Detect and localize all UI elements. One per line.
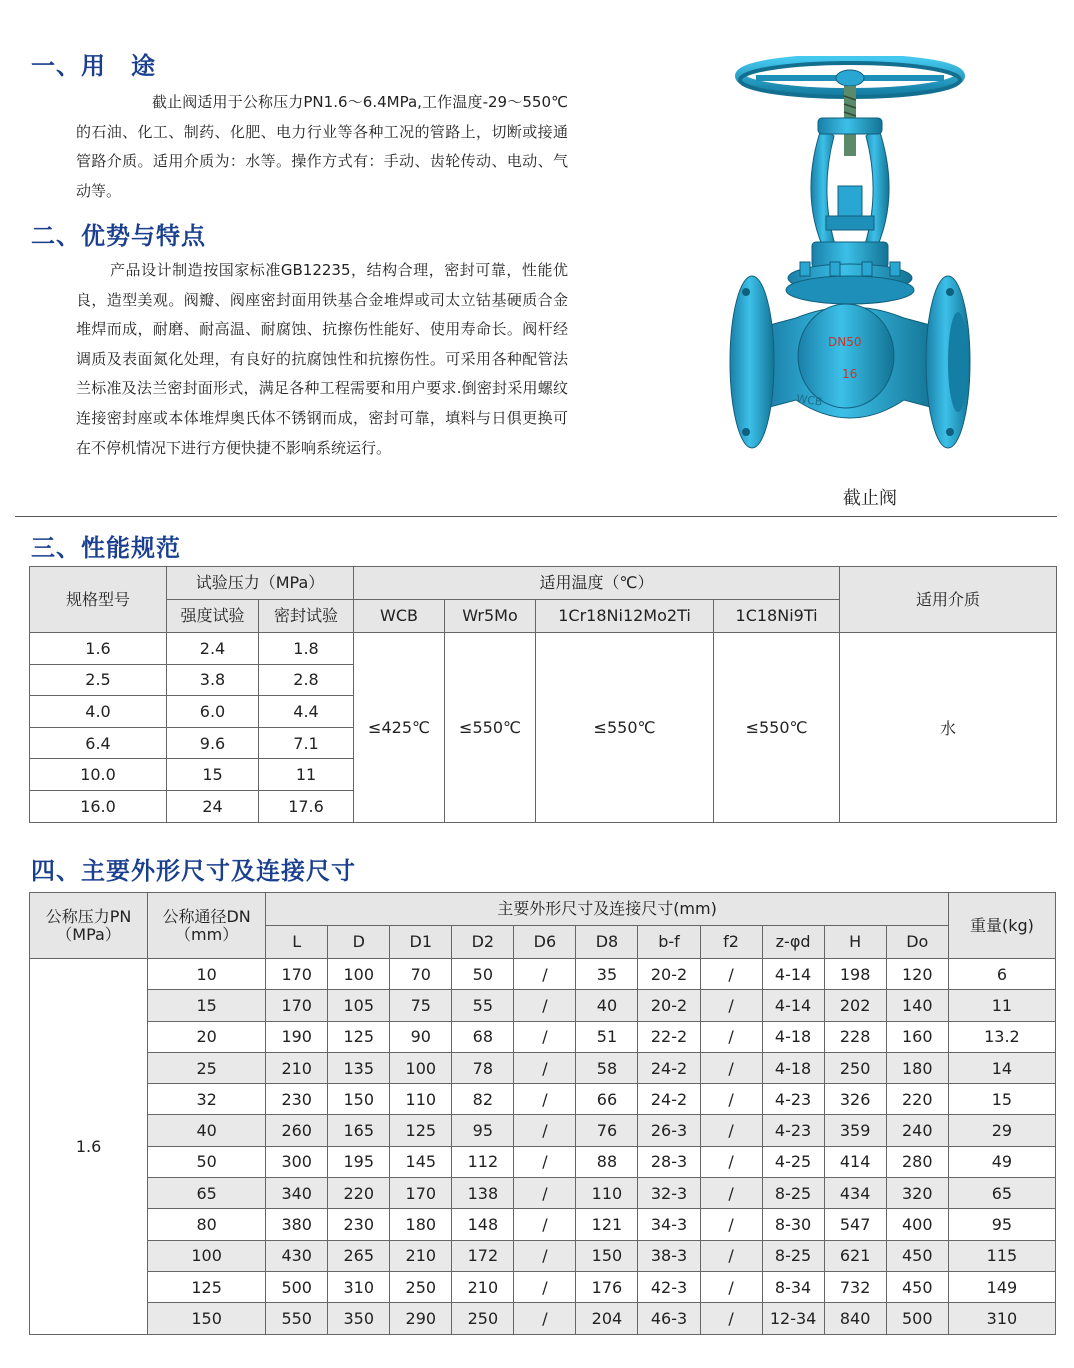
header-material-wr5mo: Wr5Mo <box>445 600 536 633</box>
cell-dimension: 110 <box>576 1178 638 1209</box>
cell-weight: 15 <box>948 1084 1055 1115</box>
table-row <box>30 1021 1056 1052</box>
cell-dimension: 112 <box>452 1146 514 1177</box>
cell-dimension: 414 <box>824 1146 886 1177</box>
cell-dimension: / <box>514 1209 576 1240</box>
cell-weight: 65 <box>948 1178 1055 1209</box>
cell-dimension: 12-34 <box>762 1303 824 1334</box>
cell-dimension: 170 <box>390 1178 452 1209</box>
cell-seal: 7.1 <box>259 727 354 759</box>
cell-weight: 149 <box>948 1271 1055 1302</box>
cell-nominal-diameter: 32 <box>148 1084 266 1115</box>
cell-dimension: 210 <box>390 1240 452 1271</box>
cell-dimension: 26-3 <box>638 1115 700 1146</box>
cell-seal: 17.6 <box>259 790 354 822</box>
cell-dimension: 500 <box>886 1303 948 1334</box>
cell-dimension: 210 <box>266 1052 328 1083</box>
cell-nominal-diameter: 15 <box>148 990 266 1021</box>
cell-dimension: 350 <box>328 1303 390 1334</box>
cell-strength: 24 <box>167 790 259 822</box>
body-mark-pressure: 16 <box>842 367 858 381</box>
body-mark-material: WCB <box>795 392 824 409</box>
cell-dimension: 32-3 <box>638 1178 700 1209</box>
dimensions-table <box>29 892 1056 1335</box>
cell-dimension: 140 <box>886 990 948 1021</box>
section-divider <box>15 516 1057 517</box>
cell-dimension: 51 <box>576 1021 638 1052</box>
cell-dimension: 100 <box>328 959 390 990</box>
cell-dimension: 204 <box>576 1303 638 1334</box>
cell-nominal-diameter: 20 <box>148 1021 266 1052</box>
header-col-d: D <box>328 926 390 959</box>
cell-dimension: 20-2 <box>638 990 700 1021</box>
cell-nominal-diameter: 65 <box>148 1178 266 1209</box>
cell-strength: 15 <box>167 759 259 791</box>
cell-nominal-diameter: 100 <box>148 1240 266 1271</box>
cell-model: 1.6 <box>30 633 167 665</box>
cell-dimension: 840 <box>824 1303 886 1334</box>
header-col-f2: f2 <box>700 926 762 959</box>
cell-dimension: / <box>700 1303 762 1334</box>
cell-dimension: / <box>700 959 762 990</box>
header-col-d2: D2 <box>452 926 514 959</box>
cell-dimension: 176 <box>576 1271 638 1302</box>
cell-nominal-diameter: 50 <box>148 1146 266 1177</box>
cell-weight: 11 <box>948 990 1055 1021</box>
body-mark-dn: DN50 <box>828 335 862 349</box>
cell-weight: 49 <box>948 1146 1055 1177</box>
cell-dimension: 40 <box>576 990 638 1021</box>
cell-dimension: 34-3 <box>638 1209 700 1240</box>
header-col-z-d: z-φd <box>762 926 824 959</box>
table-row <box>30 959 1056 990</box>
header-temperature: 适用温度（℃） <box>354 567 840 600</box>
cell-dimension: / <box>700 1146 762 1177</box>
cell-dimension: 24-2 <box>638 1052 700 1083</box>
cell-strength: 3.8 <box>167 664 259 696</box>
cell-dimension: / <box>700 1021 762 1052</box>
cell-dimension: 170 <box>266 959 328 990</box>
table-row <box>30 1115 1056 1146</box>
table-row <box>30 1209 1056 1240</box>
cell-dimension: 621 <box>824 1240 886 1271</box>
header-col-d6: D6 <box>514 926 576 959</box>
table-row <box>30 633 1057 665</box>
cell-dimension: 55 <box>452 990 514 1021</box>
cell-dimension: 290 <box>390 1303 452 1334</box>
cell-dimension: 42-3 <box>638 1271 700 1302</box>
cell-dimension: 165 <box>328 1115 390 1146</box>
header-test-pressure: 试验压力（MPa） <box>167 567 354 600</box>
cell-dimension: 450 <box>886 1271 948 1302</box>
cell-dimension: / <box>514 1271 576 1302</box>
cell-dimension: / <box>700 1052 762 1083</box>
cell-temp-wr5mo: ≤550℃ <box>445 633 536 823</box>
performance-table <box>29 566 1057 823</box>
cell-dimension: / <box>700 1271 762 1302</box>
header-seal-test: 密封试验 <box>259 600 354 633</box>
cell-dimension: 220 <box>328 1178 390 1209</box>
cell-dimension: 190 <box>266 1021 328 1052</box>
header-strength-test: 强度试验 <box>167 600 259 633</box>
cell-dimension: 150 <box>328 1084 390 1115</box>
cell-dimension: 50 <box>452 959 514 990</box>
cell-dimension: 8-25 <box>762 1178 824 1209</box>
cell-dimension: 228 <box>824 1021 886 1052</box>
table-row <box>30 1240 1056 1271</box>
cell-dimension: 230 <box>328 1209 390 1240</box>
cell-dimension: / <box>514 959 576 990</box>
cell-dimension: / <box>700 1209 762 1240</box>
cell-dimension: 76 <box>576 1115 638 1146</box>
header-material-wcb: WCB <box>354 600 445 633</box>
cell-weight: 115 <box>948 1240 1055 1271</box>
cell-seal: 1.8 <box>259 633 354 665</box>
header-dimensions: 主要外形尺寸及连接尺寸(mm) <box>266 893 949 926</box>
cell-dimension: 100 <box>390 1052 452 1083</box>
cell-dimension: 202 <box>824 990 886 1021</box>
cell-dimension: / <box>514 1240 576 1271</box>
cell-dimension: 160 <box>886 1021 948 1052</box>
cell-temp-wcb: ≤425℃ <box>354 633 445 823</box>
cell-weight: 29 <box>948 1115 1055 1146</box>
section-title-usage: 一、用 途 <box>31 52 156 80</box>
cell-dimension: 75 <box>390 990 452 1021</box>
cell-dimension: 82 <box>452 1084 514 1115</box>
section-title-dimensions: 四、主要外形尺寸及连接尺寸 <box>31 857 356 885</box>
table-row <box>30 1271 1056 1302</box>
header-col-d1: D1 <box>390 926 452 959</box>
cell-medium: 水 <box>840 633 1057 823</box>
cell-dimension: 66 <box>576 1084 638 1115</box>
header-weight: 重量(kg) <box>948 893 1055 959</box>
cell-temp-1c18ni9ti: ≤550℃ <box>714 633 840 823</box>
cell-dimension: 250 <box>452 1303 514 1334</box>
cell-dimension: 95 <box>452 1115 514 1146</box>
cell-dimension: 260 <box>266 1115 328 1146</box>
header-nominal-pressure: 公称压力PN（MPa） <box>30 893 148 959</box>
cell-temp-1cr18ni12mo2ti: ≤550℃ <box>536 633 714 823</box>
cell-dimension: 135 <box>328 1052 390 1083</box>
table-row <box>30 1052 1056 1083</box>
cell-dimension: / <box>700 1115 762 1146</box>
cell-dimension: 170 <box>266 990 328 1021</box>
table-row <box>30 1146 1056 1177</box>
cell-dimension: 180 <box>390 1209 452 1240</box>
cell-dimension: 220 <box>886 1084 948 1115</box>
cell-dimension: 265 <box>328 1240 390 1271</box>
cell-nominal-pressure: 1.6 <box>30 959 148 1335</box>
cell-dimension: 145 <box>390 1146 452 1177</box>
cell-dimension: 22-2 <box>638 1021 700 1052</box>
cell-dimension: 250 <box>390 1271 452 1302</box>
header-col-d8: D8 <box>576 926 638 959</box>
cell-seal: 2.8 <box>259 664 354 696</box>
cell-dimension: 150 <box>576 1240 638 1271</box>
cell-nominal-diameter: 150 <box>148 1303 266 1334</box>
cell-weight: 310 <box>948 1303 1055 1334</box>
cell-dimension: / <box>514 990 576 1021</box>
table-row <box>30 990 1056 1021</box>
cell-dimension: 450 <box>886 1240 948 1271</box>
cell-seal: 11 <box>259 759 354 791</box>
cell-dimension: 125 <box>390 1115 452 1146</box>
usage-text: 截止阀适用于公称压力PN1.6～6.4MPa,工作温度-29～550℃的石油、化工、制药、化肥、电力行业等各种工况的管路上，切断或接通管路介质。适用介质为：水等。操作方式有：手动、齿轮传动、电动、气动等。 <box>76 93 568 200</box>
cell-dimension: 4-18 <box>762 1052 824 1083</box>
cell-nominal-diameter: 40 <box>148 1115 266 1146</box>
cell-dimension: 68 <box>452 1021 514 1052</box>
cell-dimension: 8-30 <box>762 1209 824 1240</box>
cell-dimension: 20-2 <box>638 959 700 990</box>
cell-dimension: 90 <box>390 1021 452 1052</box>
cell-dimension: / <box>514 1084 576 1115</box>
cell-weight: 13.2 <box>948 1021 1055 1052</box>
cell-model: 6.4 <box>30 727 167 759</box>
cell-dimension: 430 <box>266 1240 328 1271</box>
header-model: 规格型号 <box>30 567 167 633</box>
cell-dimension: 4-18 <box>762 1021 824 1052</box>
cell-dimension: 340 <box>266 1178 328 1209</box>
cell-dimension: 58 <box>576 1052 638 1083</box>
cell-dimension: 28-3 <box>638 1146 700 1177</box>
cell-model: 10.0 <box>30 759 167 791</box>
section-title-features: 二、优势与特点 <box>31 222 206 250</box>
header-col-b-f: b-f <box>638 926 700 959</box>
cell-dimension: 148 <box>452 1209 514 1240</box>
cell-weight: 95 <box>948 1209 1055 1240</box>
cell-dimension: 195 <box>328 1146 390 1177</box>
cell-dimension: 38-3 <box>638 1240 700 1271</box>
cell-dimension: 300 <box>266 1146 328 1177</box>
cell-dimension: / <box>700 990 762 1021</box>
cell-dimension: 110 <box>390 1084 452 1115</box>
cell-seal: 4.4 <box>259 696 354 728</box>
cell-weight: 6 <box>948 959 1055 990</box>
cell-dimension: 70 <box>390 959 452 990</box>
cell-dimension: 310 <box>328 1271 390 1302</box>
header-col-do: Do <box>886 926 948 959</box>
header-material-1c18ni9ti: 1C18Ni9Ti <box>714 600 840 633</box>
cell-dimension: 4-14 <box>762 990 824 1021</box>
cell-weight: 14 <box>948 1052 1055 1083</box>
cell-dimension: 240 <box>886 1115 948 1146</box>
cell-model: 16.0 <box>30 790 167 822</box>
cell-strength: 2.4 <box>167 633 259 665</box>
table-row <box>30 1178 1056 1209</box>
cell-dimension: 4-14 <box>762 959 824 990</box>
cell-dimension: 230 <box>266 1084 328 1115</box>
cell-dimension: 4-23 <box>762 1084 824 1115</box>
cell-dimension: 400 <box>886 1209 948 1240</box>
cell-dimension: / <box>514 1303 576 1334</box>
cell-dimension: 4-23 <box>762 1115 824 1146</box>
cell-dimension: 120 <box>886 959 948 990</box>
cell-dimension: / <box>700 1240 762 1271</box>
cell-dimension: / <box>514 1021 576 1052</box>
product-caption: 截止阀 <box>843 488 897 509</box>
cell-dimension: / <box>700 1178 762 1209</box>
cell-dimension: 280 <box>886 1146 948 1177</box>
cell-dimension: 210 <box>452 1271 514 1302</box>
cell-dimension: 250 <box>824 1052 886 1083</box>
cell-dimension: 326 <box>824 1084 886 1115</box>
cell-dimension: 78 <box>452 1052 514 1083</box>
header-medium: 适用介质 <box>840 567 1057 633</box>
cell-dimension: 8-34 <box>762 1271 824 1302</box>
cell-dimension: / <box>514 1146 576 1177</box>
cell-nominal-diameter: 10 <box>148 959 266 990</box>
cell-dimension: 550 <box>266 1303 328 1334</box>
cell-model: 2.5 <box>30 664 167 696</box>
cell-dimension: 198 <box>824 959 886 990</box>
table-row <box>30 1303 1056 1334</box>
cell-dimension: 46-3 <box>638 1303 700 1334</box>
cell-model: 4.0 <box>30 696 167 728</box>
cell-dimension: 88 <box>576 1146 638 1177</box>
section-title-performance: 三、性能规范 <box>31 534 181 562</box>
cell-nominal-diameter: 125 <box>148 1271 266 1302</box>
cell-dimension: 434 <box>824 1178 886 1209</box>
cell-dimension: 732 <box>824 1271 886 1302</box>
cell-dimension: 320 <box>886 1178 948 1209</box>
header-col-l: L <box>266 926 328 959</box>
cell-dimension: 138 <box>452 1178 514 1209</box>
cell-dimension: 105 <box>328 990 390 1021</box>
cell-dimension: 172 <box>452 1240 514 1271</box>
cell-dimension: 359 <box>824 1115 886 1146</box>
cell-dimension: / <box>514 1178 576 1209</box>
cell-dimension: 8-25 <box>762 1240 824 1271</box>
cell-nominal-diameter: 25 <box>148 1052 266 1083</box>
globe-valve-image <box>726 56 974 464</box>
cell-dimension: 180 <box>886 1052 948 1083</box>
cell-nominal-diameter: 80 <box>148 1209 266 1240</box>
features-text: 产品设计制造按国家标准GB12235，结构合理，密封可靠，性能优良，造型美观。阀瓣、阀座密封面用铁基合金堆焊或司太立钴基硬质合金堆焊而成，耐磨、耐高温、耐腐蚀、抗擦伤性能好、使用寿命长。阀杆经调质及表面氮化处理，有良好的抗腐蚀性和抗擦伤性。可采用各种配管法兰标准及法兰密封面形式，满足各种工程需要和用户要求.倒密封采用螺纹连接密封座或本体堆焊奥氏体不锈钢而成，密封可靠，填料与日俱更换可在不停机情况下进行方便快捷不影响系统运行。 <box>76 261 568 457</box>
cell-strength: 6.0 <box>167 696 259 728</box>
header-nominal-diameter: 公称通径DN（mm） <box>148 893 266 959</box>
cell-dimension: 125 <box>328 1021 390 1052</box>
cell-dimension: 500 <box>266 1271 328 1302</box>
cell-dimension: / <box>514 1115 576 1146</box>
cell-dimension: 4-25 <box>762 1146 824 1177</box>
cell-dimension: 35 <box>576 959 638 990</box>
header-material-1cr18ni12mo2ti: 1Cr18Ni12Mo2Ti <box>536 600 714 633</box>
cell-strength: 9.6 <box>167 727 259 759</box>
header-col-h: H <box>824 926 886 959</box>
cell-dimension: 121 <box>576 1209 638 1240</box>
cell-dimension: / <box>514 1052 576 1083</box>
cell-dimension: / <box>700 1084 762 1115</box>
table-row <box>30 1084 1056 1115</box>
cell-dimension: 380 <box>266 1209 328 1240</box>
cell-dimension: 24-2 <box>638 1084 700 1115</box>
cell-dimension: 547 <box>824 1209 886 1240</box>
